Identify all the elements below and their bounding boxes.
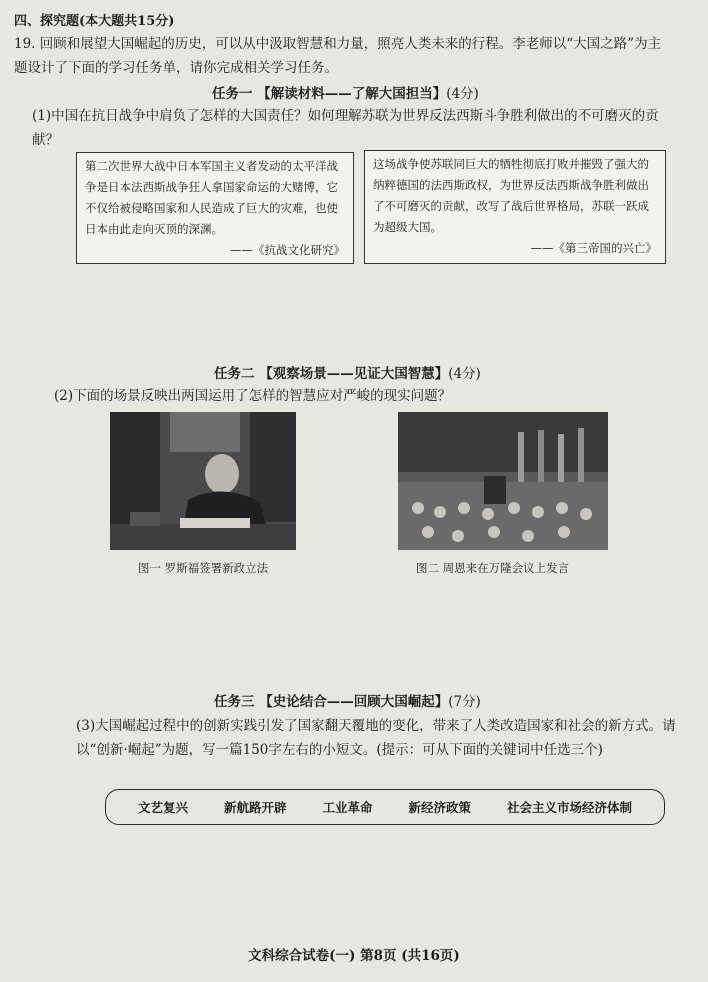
photo-bandung-conference (398, 412, 608, 550)
page-footer: 文科综合试卷(一) 第8页 (共16页) (248, 948, 460, 964)
task3-question: (3)大国崛起过程中的创新实践引发了国家翻天覆地的变化，带来了人类改造国家和社会的新方式。请以“创新·崛起”为题，写一篇150字左右的小短文。(提示：可从下面的关键词中任选三个) (76, 718, 676, 758)
keyword-2: 新航路开辟 (223, 800, 287, 815)
material-1-source: ——《抗战文化研究》 (230, 243, 345, 257)
task2-points: (4分) (448, 366, 481, 382)
task3-title-text: 任务三 【史论结合——回顾大国崛起】 (214, 694, 449, 710)
photo-roosevelt-image (110, 412, 296, 550)
figure-1-caption: 图一 罗斯福签署新政立法 (138, 561, 269, 575)
task2-title (214, 362, 481, 382)
material-2-text: 这场战争使苏联同巨大的牺牲彻底打败并摧毁了强大的纳粹德国的法西斯政权，为世界反法西斯战争胜利做出了不可磨灭的贡献，改写了战后世界格局，苏联一跃成为超级大国。 (373, 157, 649, 234)
photo-roosevelt-signing (110, 412, 296, 550)
task3-title (214, 690, 481, 710)
keywords-box (105, 789, 665, 825)
keyword-3: 工业革命 (322, 800, 373, 815)
keyword-5: 社会主义市场经济体制 (506, 800, 632, 815)
keyword-4: 新经济政策 (408, 800, 471, 815)
material-1-text: 第二次世界大战中日本军国主义者发动的太平洋战争是日本法西斯战争狂人拿国家命运的大赌博，它不仅给被侵略国家和人民造成了巨大的灾难，也使日本由此走向灭顶的深渊。 (85, 159, 338, 236)
task1-points: (4分) (446, 86, 479, 102)
material-box-2 (364, 150, 666, 264)
task2-title-text: 任务二 【观察场景——见证大国智慧】 (214, 366, 449, 382)
question-19-intro: 19. 回顾和展望大国崛起的历史，可以从中汲取智慧和力量，照亮人类未来的行程。李老师以“大国之路”为主题设计了下面的学习任务单，请你完成相关学习任务。 (14, 36, 662, 76)
task1-title (212, 82, 479, 102)
material-box-1 (76, 152, 354, 264)
section-title: 四、探究题(本大题共15分) (14, 14, 175, 29)
task1-question: (1)中国在抗日战争中肩负了怎样的大国责任？如何理解苏联为世界反法西斯斗争胜利做出的不可磨灭的贡献？ (32, 108, 659, 148)
keyword-1: 文艺复兴 (137, 800, 188, 815)
task2-question: (2)下面的场景反映出两国运用了怎样的智慧应对严峻的现实问题？ (54, 388, 452, 404)
photo-bandung-image (398, 412, 608, 550)
task3-points: (7分) (448, 694, 481, 710)
material-2-source: ——《第三帝国的兴亡》 (530, 241, 657, 255)
figure-2-caption: 图二 周恩来在万隆会议上发言 (416, 561, 570, 575)
task1-title-text: 任务一 【解读材料——了解大国担当】 (212, 86, 447, 102)
